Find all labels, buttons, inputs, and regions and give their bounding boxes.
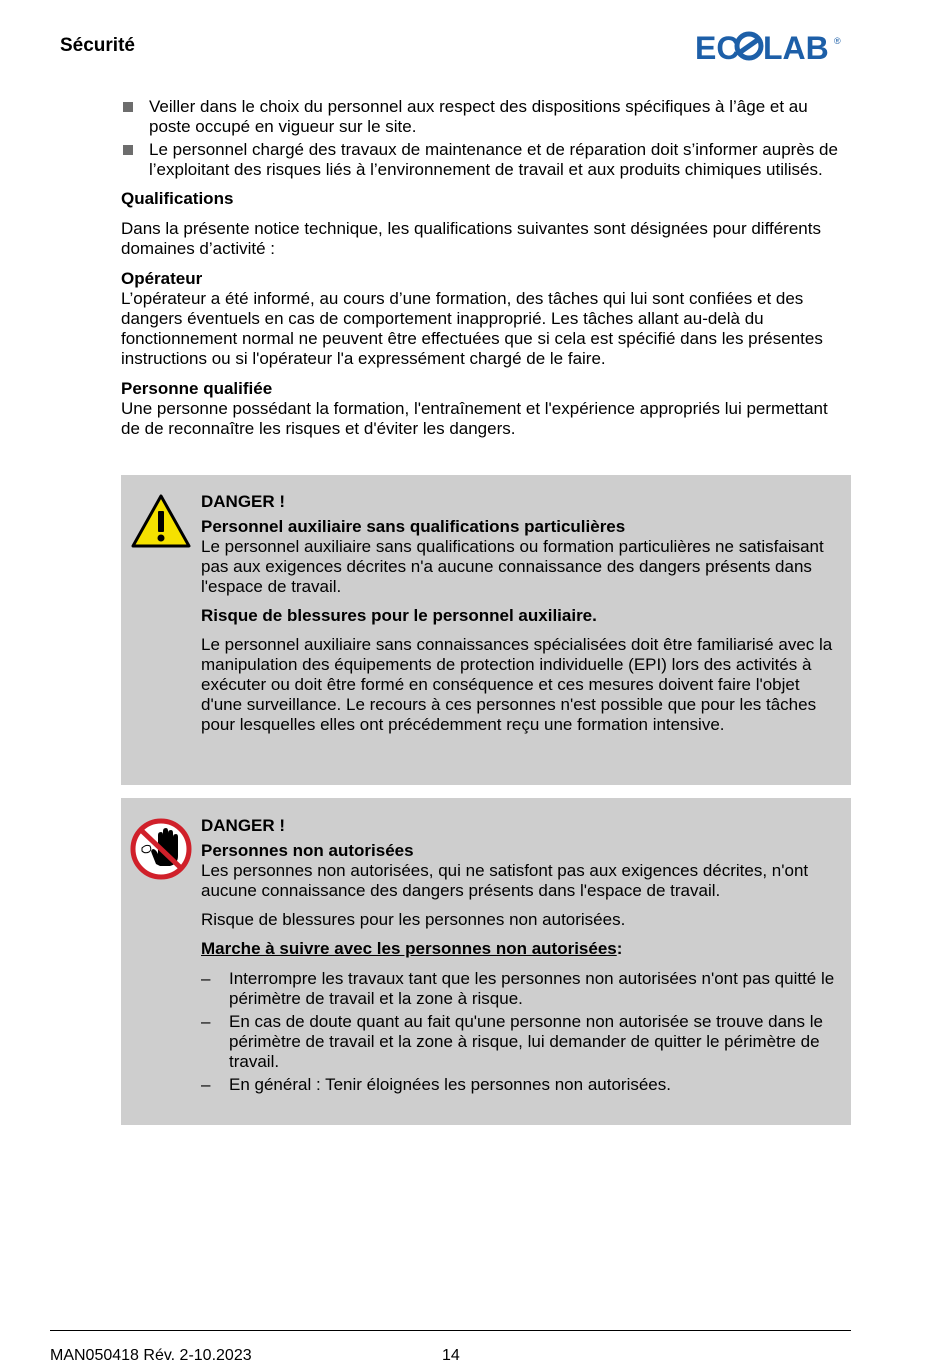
danger-text: Le personnel auxiliaire sans qualifications ou formation particulières ne satisfaisant pas aux exigences décrites n'a aucune connaissance des dangers présents dans l'espace de travail. xyxy=(201,537,824,596)
danger-box-auxiliary-staff xyxy=(121,475,851,785)
danger-label: DANGER ! xyxy=(201,816,286,835)
footer-doc-ref: MAN050418 Rév. 2-10.2023 xyxy=(50,1347,252,1364)
role-qualified-person xyxy=(121,379,841,439)
main-content xyxy=(121,97,841,439)
footer-divider xyxy=(50,1330,851,1331)
procedure-title: Marche à suivre avec les personnes non autorisées xyxy=(201,939,617,958)
page-section-title: Sécurité xyxy=(60,35,135,56)
role-description: L’opérateur a été informé, au cours d’une formation, des tâches qui lui sont confiées et des dangers éventuels en cas de comportement inapproprié. Les tâches allant au-delà du fonctionnement normal ne peuvent être effectuées que si cela est spécifié dans les présentes instructions ou si l'opérateur l'a expressément chargé de le faire. xyxy=(121,289,823,368)
qualifications-heading: Qualifications xyxy=(121,189,234,208)
danger-title: Personnes non autorisées xyxy=(201,841,414,860)
danger-risk: Risque de blessures pour les personnes non autorisées. xyxy=(201,910,626,929)
danger-box-unauthorized-persons xyxy=(121,798,851,1125)
list-item: – En cas de doute quant au fait qu'une personne non autorisée se trouve dans le périmètre de travail et la zone à risque, lui demander de quitter le périmètre de travail. xyxy=(201,1012,841,1072)
svg-text:EC: EC xyxy=(695,30,740,64)
danger-text: Les personnes non autorisées, qui ne satisfont pas aux exigences décrites, n'ont aucune connaissance des dangers présents dans l'espace de travail. xyxy=(201,861,809,900)
role-name: Opérateur xyxy=(121,269,203,288)
role-description: Une personne possédant la formation, l'entraînement et l'expérience appropriés lui permettant de de reconnaître les risques et d'éviter les dangers. xyxy=(121,399,828,438)
safety-bullet-list xyxy=(121,97,841,180)
procedure-steps xyxy=(201,969,841,1095)
page-number: 14 xyxy=(442,1347,460,1364)
qualifications-intro: Dans la présente notice technique, les qualifications suivantes sont désignées pour différents domaines d’activité : xyxy=(121,219,821,258)
svg-text:LAB: LAB xyxy=(763,30,829,64)
no-entry-hand-icon xyxy=(130,818,192,885)
list-item: Le personnel chargé des travaux de maintenance et de réparation doit s’informer auprès de l’exploitant des risques liés à l’environnement de travail et aux produits chimiques utilisés. xyxy=(121,140,841,180)
warning-triangle-icon xyxy=(130,493,192,554)
danger-title: Personnel auxiliaire sans qualifications particulières xyxy=(201,517,626,536)
procedure-colon: : xyxy=(616,939,623,958)
role-operator xyxy=(121,269,841,369)
list-item: – En général : Tenir éloignées les personnes non autorisées. xyxy=(201,1075,841,1095)
danger-risk: Risque de blessures pour le personnel auxiliaire. xyxy=(201,606,597,625)
procedure-heading xyxy=(201,939,841,959)
list-item: Veiller dans le choix du personnel aux respect des dispositions spécifiques à l’âge et au poste occupé en vigueur sur le site. xyxy=(121,97,841,137)
role-name: Personne qualifiée xyxy=(121,379,273,398)
svg-text:®: ® xyxy=(834,36,841,46)
list-item: – Interrompre les travaux tant que les personnes non autorisées n'ont pas quitté le périmètre de travail et la zone à risque. xyxy=(201,969,841,1009)
ecolab-logo xyxy=(695,30,845,69)
danger-measures: Le personnel auxiliaire sans connaissances spécialisées doit être familiarisé avec la manipulation des équipements de protection individuelle (EPI) lors des activités à exécuter ou doit être formé en conséquence et ces mesures doivent faire l'objet d'une surveillance. Le recours à ces personnes n'est possible que pour les tâches pour lesquelles elles ont précédemment reçu une formation intensive. xyxy=(201,635,833,734)
danger-label: DANGER ! xyxy=(201,492,286,511)
